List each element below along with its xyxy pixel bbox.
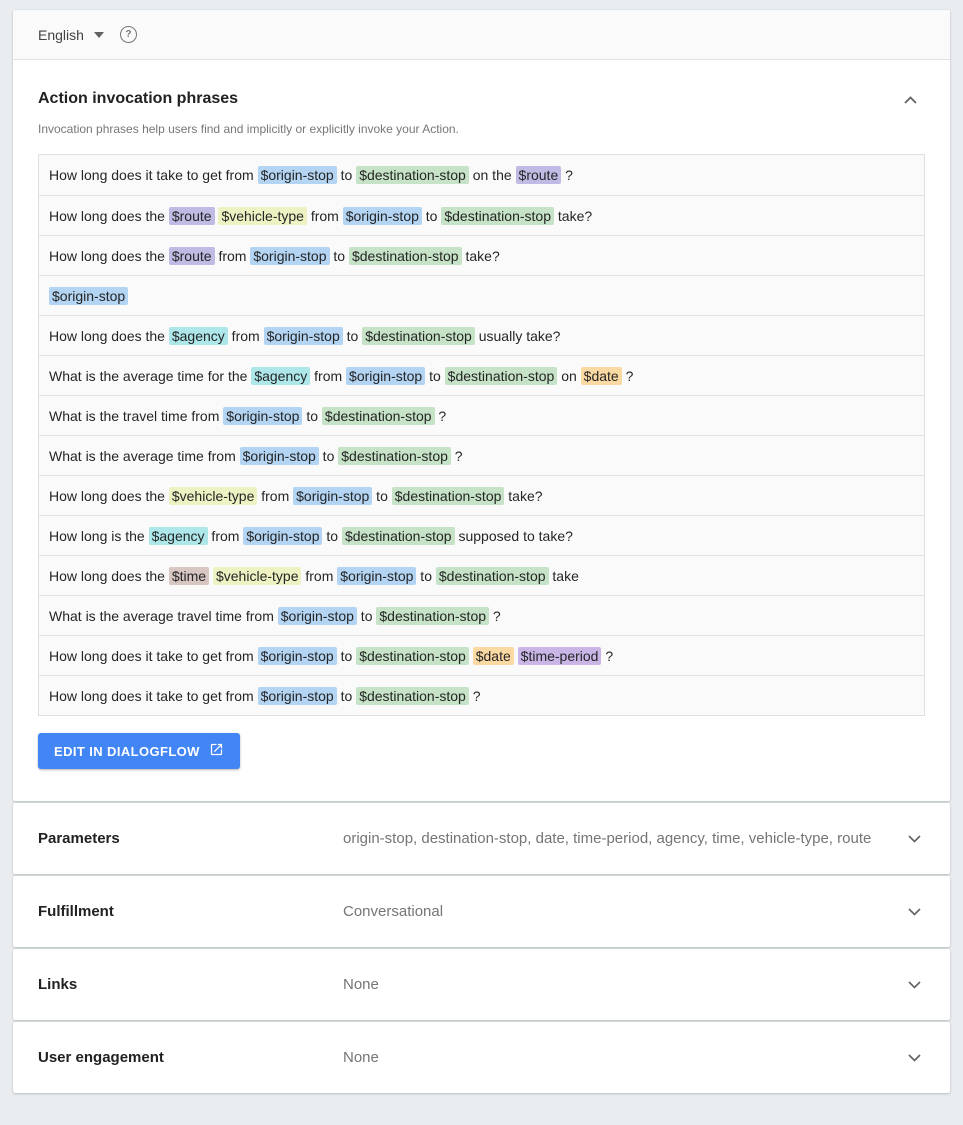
- section-user-engagement[interactable]: [13, 1022, 950, 1093]
- phrase-text: What is the average time for the: [49, 367, 252, 384]
- section-value: Conversational: [343, 903, 444, 920]
- parameter-chip-destination-stop: $destination-stop: [441, 207, 554, 225]
- language-bar: [13, 10, 950, 60]
- phrase-text: ?: [621, 367, 634, 384]
- parameter-chip-origin-stop: $origin-stop: [223, 407, 302, 425]
- parameter-chip-origin-stop: $origin-stop: [258, 166, 337, 184]
- invocation-section: [13, 60, 950, 801]
- phrase-text: to: [425, 367, 445, 384]
- chevron-up-icon: [903, 93, 918, 108]
- phrase-text: take?: [504, 487, 543, 504]
- phrase-text: How long is the: [49, 527, 149, 544]
- parameter-chip-date: $date: [581, 367, 622, 385]
- phrase-text: ?: [468, 687, 481, 704]
- phrase-text: usually take?: [474, 327, 561, 344]
- phrase-text: to: [416, 567, 436, 584]
- parameter-chip-route: $route: [169, 247, 215, 265]
- parameter-chip-destination-stop: $destination-stop: [356, 166, 469, 184]
- parameter-chip-origin-stop: $origin-stop: [243, 527, 322, 545]
- phrase-text: How long does the: [49, 247, 169, 264]
- chevron-down-icon[interactable]: [907, 980, 922, 990]
- phrase-row: [39, 195, 924, 235]
- phrase-text: How long does the: [49, 327, 169, 344]
- phrase-text: How long does the: [49, 207, 169, 224]
- parameter-chip-origin-stop: $origin-stop: [264, 327, 343, 345]
- phrase-text: to: [421, 207, 442, 224]
- phrase-text: How long does it take to get from: [49, 167, 258, 183]
- open-in-new-icon: [209, 742, 224, 760]
- phrase-row: [39, 155, 924, 195]
- phrase-text: to: [329, 247, 349, 264]
- parameter-chip-date: $date: [473, 647, 514, 665]
- phrase-text: ?: [561, 167, 573, 183]
- edit-in-dialogflow-button[interactable]: [38, 733, 240, 769]
- phrase-text: on the: [468, 167, 516, 183]
- phrase-row: [39, 555, 924, 595]
- section-links[interactable]: [13, 949, 950, 1020]
- phrase-text: ?: [601, 647, 614, 664]
- phrase-text: from: [301, 567, 338, 584]
- phrase-text: take?: [461, 247, 500, 264]
- parameter-chip-origin-stop: $origin-stop: [258, 687, 337, 705]
- section-value: origin-stop, destination-stop, date, time-period, agency, time, vehicle-type, route: [343, 830, 872, 847]
- parameter-chip-destination-stop: $destination-stop: [322, 407, 435, 425]
- section-parameters[interactable]: [13, 803, 950, 874]
- language-selector[interactable]: English: [38, 26, 84, 43]
- section-label: Parameters: [38, 830, 120, 847]
- parameter-chip-origin-stop: $origin-stop: [49, 287, 128, 305]
- parameter-chip-agency: $agency: [169, 327, 228, 345]
- chevron-down-icon[interactable]: [907, 834, 922, 844]
- phrase-text: ?: [434, 407, 447, 424]
- phrase-text: ?: [450, 447, 463, 464]
- phrase-row: [39, 675, 924, 715]
- parameter-chip-destination-stop: $destination-stop: [392, 487, 505, 505]
- phrase-text: from: [310, 367, 347, 384]
- phrase-text: to: [336, 687, 357, 704]
- phrase-text: What is the travel time from: [49, 407, 224, 424]
- phrase-row: [39, 395, 924, 435]
- parameter-chip-time-period: $time-period: [518, 647, 602, 665]
- phrase-text: take: [548, 567, 579, 584]
- parameter-chip-destination-stop: $destination-stop: [349, 247, 462, 265]
- parameter-chip-destination-stop: $destination-stop: [445, 367, 558, 385]
- phrase-row: [39, 635, 924, 675]
- section-subtitle: Invocation phrases help users find and implicitly or explicitly invoke your Action.: [38, 122, 459, 136]
- phrase-row: [39, 595, 924, 635]
- parameter-chip-origin-stop: $origin-stop: [293, 487, 372, 505]
- parameter-chip-origin-stop: $origin-stop: [346, 367, 425, 385]
- parameter-chip-route: $route: [516, 166, 562, 184]
- edit-button-label: EDIT IN DIALOGFLOW: [54, 743, 200, 759]
- phrase-list: [38, 154, 925, 716]
- phrase-text: from: [257, 487, 294, 504]
- parameter-chip-origin-stop: $origin-stop: [343, 207, 422, 225]
- phrase-text: to: [322, 527, 342, 544]
- chevron-down-icon[interactable]: [907, 1053, 922, 1063]
- parameter-chip-destination-stop: $destination-stop: [362, 327, 475, 345]
- section-label: Fulfillment: [38, 903, 114, 920]
- parameter-chip-origin-stop: $origin-stop: [337, 567, 416, 585]
- phrase-text: to: [342, 327, 363, 344]
- phrase-text: take?: [554, 207, 593, 224]
- phrase-text: from: [214, 247, 251, 264]
- invocation-card: [13, 10, 950, 801]
- parameter-chip-destination-stop: $destination-stop: [436, 567, 549, 585]
- phrase-text: from: [207, 527, 244, 544]
- parameter-chip-vehicle-type: $vehicle-type: [213, 567, 302, 585]
- phrase-text: from: [227, 327, 264, 344]
- parameter-chip-vehicle-type: $vehicle-type: [169, 487, 258, 505]
- phrase-text: from: [306, 207, 343, 224]
- phrase-text: What is the average time from: [49, 447, 240, 464]
- collapse-section-button[interactable]: [900, 90, 920, 110]
- phrase-text: How long does it take to get from: [49, 687, 258, 704]
- parameter-chip-origin-stop: $origin-stop: [250, 247, 329, 265]
- phrase-text: to: [318, 447, 339, 464]
- parameter-chip-destination-stop: $destination-stop: [356, 687, 469, 705]
- caret-down-icon[interactable]: [94, 32, 104, 38]
- phrase-text: How long does it take to get from: [49, 647, 258, 664]
- help-icon[interactable]: ?: [120, 26, 137, 43]
- phrase-text: to: [372, 487, 392, 504]
- parameter-chip-vehicle-type: $vehicle-type: [218, 207, 307, 225]
- parameter-chip-time: $time: [169, 567, 209, 585]
- parameter-chip-route: $route: [169, 207, 215, 225]
- section-label: Links: [38, 976, 78, 993]
- phrase-row: [39, 235, 924, 275]
- parameter-chip-origin-stop: $origin-stop: [240, 447, 319, 465]
- phrase-text: on: [557, 367, 581, 384]
- section-value: None: [343, 976, 379, 993]
- phrase-row: [39, 515, 924, 555]
- phrase-text: ?: [489, 607, 501, 624]
- phrase-row: [39, 435, 924, 475]
- phrase-text: supposed to take?: [454, 527, 573, 544]
- parameter-chip-destination-stop: $destination-stop: [342, 527, 455, 545]
- phrase-text: How long does the: [49, 567, 169, 584]
- phrase-row: [39, 355, 924, 395]
- phrase-text: What is the average travel time from: [49, 607, 278, 624]
- phrase-text: to: [336, 647, 357, 664]
- parameter-chip-origin-stop: $origin-stop: [278, 607, 357, 625]
- parameter-chip-agency: $agency: [149, 527, 208, 545]
- phrase-text: How long does the: [49, 487, 169, 504]
- parameter-chip-origin-stop: $origin-stop: [258, 647, 337, 665]
- section-fulfillment[interactable]: [13, 876, 950, 947]
- phrase-text: to: [356, 607, 377, 624]
- phrase-text: to: [302, 407, 322, 424]
- phrase-row: [39, 275, 924, 315]
- phrase-text: to: [336, 167, 357, 183]
- phrase-row: [39, 315, 924, 355]
- parameter-chip-agency: $agency: [251, 367, 310, 385]
- phrase-row: [39, 475, 924, 515]
- parameter-chip-destination-stop: $destination-stop: [356, 647, 469, 665]
- parameter-chip-destination-stop: $destination-stop: [338, 447, 451, 465]
- section-value: None: [343, 1049, 379, 1066]
- chevron-down-icon[interactable]: [907, 907, 922, 917]
- parameter-chip-destination-stop: $destination-stop: [376, 607, 489, 625]
- page-title: Action invocation phrases: [38, 90, 239, 107]
- section-label: User engagement: [38, 1049, 164, 1066]
